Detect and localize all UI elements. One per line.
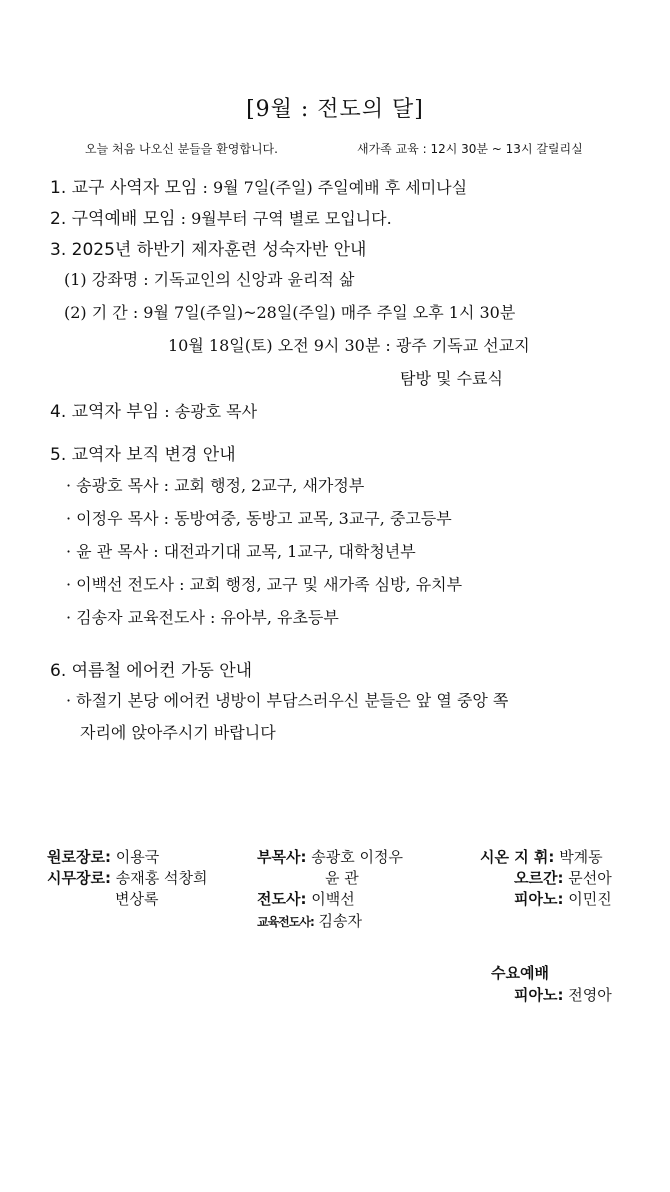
item-3-trip: 10월 18일(토) 오전 9시 30분 : 광주 기독교 선교지: [168, 336, 530, 355]
choir-conductor-value: 박계동: [559, 848, 603, 866]
item-2-label: 2. 구역예배 모임: [50, 209, 176, 229]
item-6-label: 6. 여름철 에어컨 가동 안내: [50, 661, 253, 681]
emeritus-elder: [47, 846, 159, 867]
welcome-text: 오늘 처음 나오신 분들을 환영합니다.: [85, 142, 278, 156]
item-1-label: 1. 교구 사역자 모임: [50, 178, 198, 198]
item-6-line-2: 자리에 앉아주시기 바랍니다: [80, 723, 276, 742]
item-2: [50, 204, 392, 229]
wednesday-pianist-label: 피아노:: [514, 986, 564, 1004]
associate-pastors-label: 부목사:: [257, 848, 307, 866]
organist-value: 문선아: [568, 869, 612, 887]
serving-elders: [47, 867, 207, 888]
education-evangelist: [257, 910, 362, 931]
serving-elders-value-2: 변상록: [115, 890, 159, 908]
wednesday-service-title: 수요예배: [491, 964, 549, 982]
emeritus-elder-value: 이용국: [115, 848, 160, 866]
item-4-label: 4. 교역자 부임: [50, 402, 160, 422]
pianist-value: 이민진: [568, 890, 612, 908]
associate-pastors: [257, 846, 403, 867]
associate-pastors-value-1: 송광호 이정우: [311, 848, 403, 866]
associate-pastors-value-2: 윤 관: [325, 869, 359, 887]
serving-elders-label: 시무장로:: [47, 869, 111, 887]
organist: [514, 867, 612, 888]
organist-label: 오르간:: [514, 869, 564, 887]
pianist: [514, 888, 612, 909]
serving-elders-value-1: 송재홍 석창희: [115, 869, 208, 887]
item-6-line-1: · 하절기 본당 에어컨 냉방이 부담스러우신 분들은 앞 열 중앙 쪽: [66, 691, 509, 710]
emeritus-elder-label: 원로장로:: [47, 848, 111, 866]
wednesday-pianist: [514, 984, 612, 1005]
item-3-label: 3. 2025년 하반기 제자훈련 성숙자반 안내: [50, 240, 367, 260]
evangelist-value: 이백선: [311, 890, 355, 908]
item-3-course-name: (1) 강좌명 : 기독교인의 신앙과 윤리적 삶: [64, 270, 355, 289]
item-5-line-2: · 이정우 목사 : 동방여중, 동방고 교목, 3교구, 중고등부: [66, 509, 452, 528]
item-5-line-4: · 이백선 전도사 : 교회 행정, 교구 및 새가족 심방, 유치부: [66, 575, 463, 594]
item-1-text: : 9월 7일(주일) 주일예배 후 세미나실: [197, 178, 468, 197]
item-5-line-5: · 김송자 교육전도사 : 유아부, 유초등부: [66, 608, 339, 627]
education-evangelist-value: 김송자: [318, 912, 363, 930]
page-title: [9월 : 전도의 달]: [246, 97, 424, 122]
choir-conductor: [480, 846, 603, 867]
education-evangelist-label: 교육전도사:: [257, 915, 314, 929]
item-5-line-3: · 윤 관 목사 : 대전과기대 교목, 1교구, 대학청년부: [66, 542, 416, 561]
choir-conductor-label: 시온 지 휘:: [480, 848, 555, 866]
item-4: [50, 397, 257, 422]
family-education-info: 새가족 교육 : 12시 30분 ~ 13시 갈릴리실: [357, 142, 583, 156]
evangelist: [257, 888, 355, 909]
item-2-text: : 9월부터 구역 별로 모입니다.: [175, 209, 392, 228]
evangelist-label: 전도사:: [257, 890, 307, 908]
item-4-text: : 송광호 목사: [159, 402, 258, 421]
item-3-trip-cont: 탐방 및 수료식: [400, 369, 503, 388]
pianist-label: 피아노:: [514, 890, 564, 908]
item-3-period: (2) 기 간 : 9월 7일(주일)~28일(주일) 매주 주일 오후 1시 30분: [64, 303, 516, 322]
wednesday-pianist-value: 전영아: [568, 986, 612, 1004]
item-5-label: 5. 교역자 보직 변경 안내: [50, 445, 236, 465]
item-1: [50, 173, 467, 198]
item-5-line-1: · 송광호 목사 : 교회 행정, 2교구, 새가정부: [66, 476, 365, 495]
